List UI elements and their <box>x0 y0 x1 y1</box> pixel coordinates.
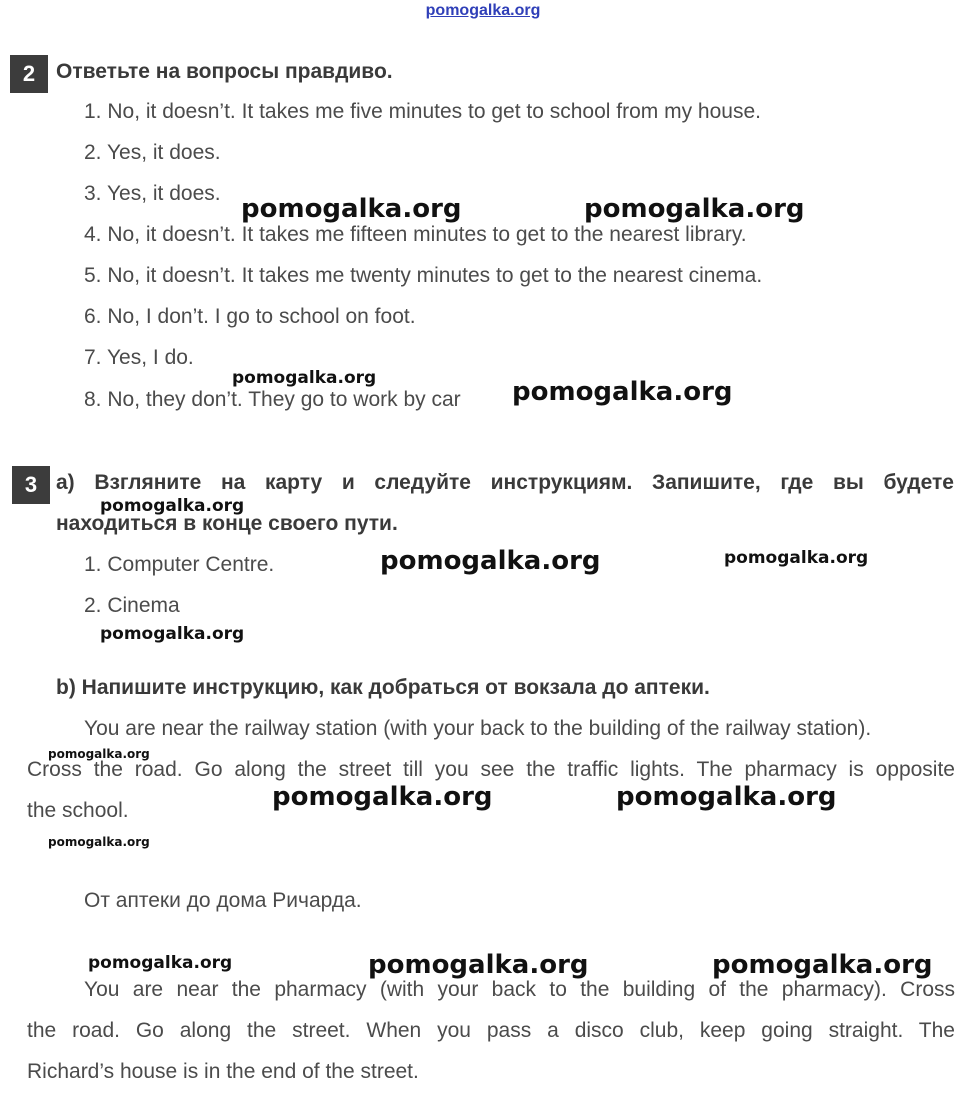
answer-8: 8. No, they don’t. They go to work by car <box>84 388 461 411</box>
header-watermark: pomogalka.org <box>425 2 541 19</box>
watermark: pomogalka.org <box>368 950 589 980</box>
watermark: pomogalka.org <box>272 782 493 812</box>
exercise-3a-heading-line2: находиться в конце своего пути. <box>56 512 398 535</box>
watermark: pomogalka.org <box>380 546 601 576</box>
watermark: pomogalka.org <box>616 782 837 812</box>
watermark: pomogalka.org <box>100 624 245 644</box>
route-paragraph-line3: Richard’s house is in the end of the street. <box>27 1060 419 1083</box>
exercise-3a-heading-line1: a) Взгляните на карту и следуйте инструкциям. Запишите, где вы будете <box>56 471 954 494</box>
watermark: pomogalka.org <box>724 548 869 568</box>
answer-2: 2. Yes, it does. <box>84 141 221 164</box>
watermark: pomogalka.org <box>232 368 377 388</box>
watermark: pomogalka.org <box>100 496 245 516</box>
watermark: pomogalka.org <box>88 953 233 973</box>
route-paragraph-line2: the road. Go along the street. When you pass a disco club, keep going straight. The <box>27 1019 955 1042</box>
exercise-3b-paragraph-line1: You are near the railway station (with your back to the building of the railway station). <box>84 717 872 740</box>
exercise-3b-heading: b) Напишите инструкцию, как добраться от вокзала до аптеки. <box>56 676 710 699</box>
watermark: pomogalka.org <box>712 950 933 980</box>
exercise-3a-answer-2: 2. Cinema <box>84 594 180 617</box>
watermark: pomogalka.org <box>48 747 150 761</box>
answer-5: 5. No, it doesn’t. It takes me twenty minutes to get to the nearest cinema. <box>84 264 763 287</box>
answer-3: 3. Yes, it does. <box>84 182 221 205</box>
answer-4: 4. No, it doesn’t. It takes me fifteen minutes to get to the nearest library. <box>84 223 747 246</box>
exercise-3-badge: 3 <box>12 466 50 504</box>
exercise-2-badge: 2 <box>10 55 48 93</box>
answer-1: 1. No, it doesn’t. It takes me five minutes to get to school from my house. <box>84 100 761 123</box>
watermark: pomogalka.org <box>241 194 462 224</box>
watermark: pomogalka.org <box>48 835 150 849</box>
watermark: pomogalka.org <box>512 377 733 407</box>
exercise-3b-paragraph-line3: the school. <box>27 799 129 822</box>
exercise-2-heading: Ответьте на вопросы правдиво. <box>56 60 393 83</box>
answer-7: 7. Yes, I do. <box>84 346 194 369</box>
route-paragraph-line1: You are near the pharmacy (with your back to the building of the pharmacy). Cross <box>84 978 955 1001</box>
exercise-3b-paragraph-line2: Cross the road. Go along the street till you see the traffic lights. The pharmacy is opposite <box>27 758 955 781</box>
watermark: pomogalka.org <box>584 194 805 224</box>
exercise-3a-answer-1: 1. Computer Centre. <box>84 553 275 576</box>
route-subheading: От аптеки до дома Ричарда. <box>84 889 362 912</box>
answer-6: 6. No, I don’t. I go to school on foot. <box>84 305 416 328</box>
